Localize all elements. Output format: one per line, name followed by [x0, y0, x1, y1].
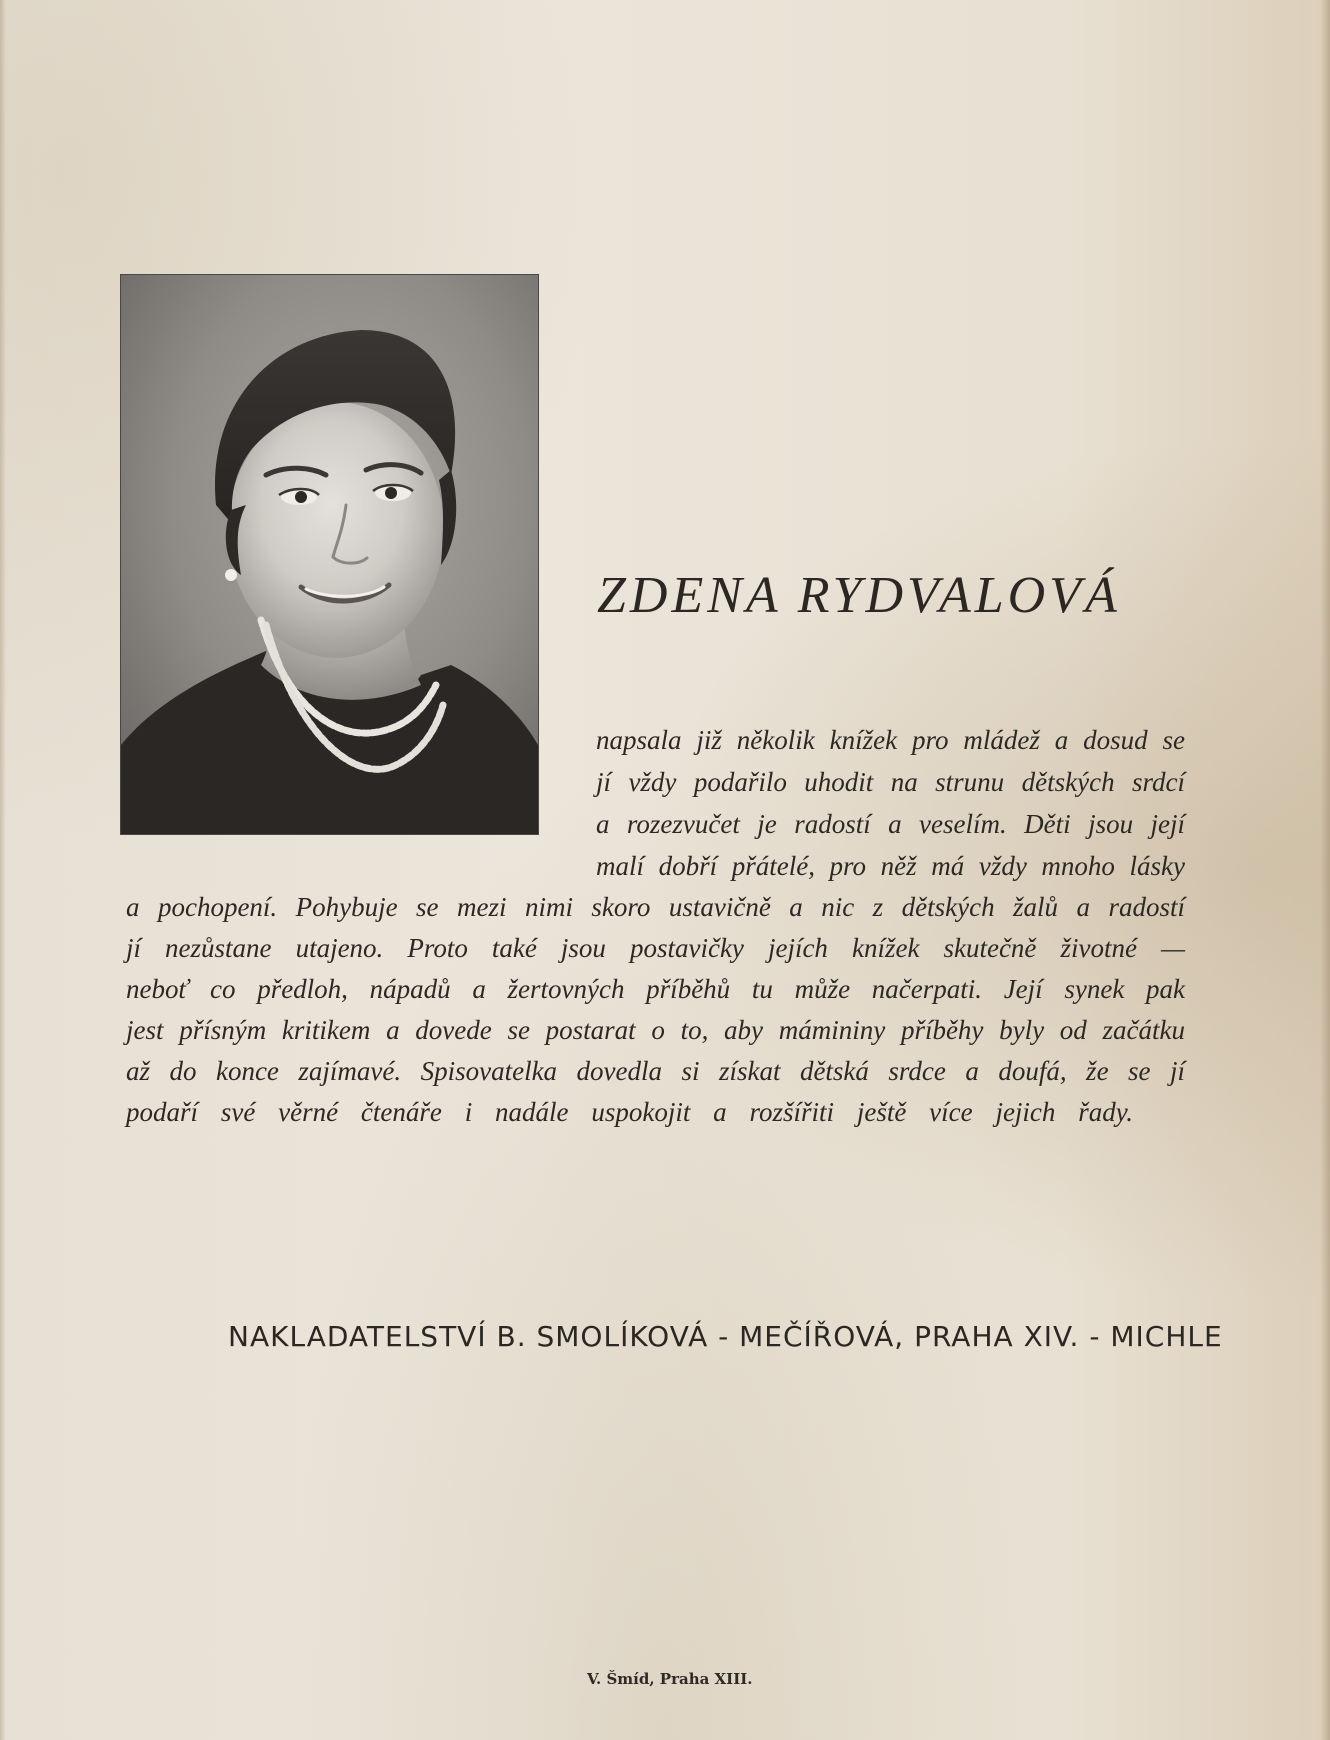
printer-credit: V. Šmíd, Praha XIII.: [587, 1670, 753, 1688]
bio-line-8: jest přísným kritikem a dovede se postarat o to, aby mámininy příběhy byly od začátku: [126, 1015, 1185, 1045]
bio-line-3: a rozezvučet je radostí a veselím. Děti jsou její: [596, 809, 1185, 839]
publisher-imprint: NAKLADATELSTVÍ B. SMOLÍKOVÁ - MEČÍŘOVÁ, PRAHA XIV. - MICHLE: [228, 1320, 1223, 1353]
bio-line-9: až do konce zajímavé. Spisovatelka dovedla si získat dětská srdce a doufá, že se jí: [126, 1056, 1185, 1086]
bio-line-1: napsala již několik knížek pro mládež a dosud se: [596, 725, 1185, 755]
bio-line-2: jí vždy podařilo uhodit na strunu dětských srdcí: [596, 767, 1185, 797]
page-edge-right: [1320, 0, 1330, 1740]
bio-line-10: podaří své věrné čtenáře i nadále uspokojit a rozšířiti ještě více jejich řady.: [126, 1097, 1133, 1127]
author-name: ZDENA RYDVALOVÁ: [597, 567, 1121, 624]
bio-line-6: jí nezůstane utajeno. Proto také jsou postavičky jejích knížek skutečně životné —: [126, 933, 1185, 963]
author-portrait: [121, 275, 538, 834]
page-edge-left: [0, 0, 6, 1740]
bio-line-4: malí dobří přátelé, pro něž má vždy mnoho lásky: [596, 851, 1185, 881]
bio-line-7: neboť co předloh, nápadů a žertovných příběhů tu může načerpati. Její synek pak: [126, 974, 1185, 1004]
bio-line-5: a pochopení. Pohybuje se mezi nimi skoro ustavičně a nic z dětských žalů a radostí: [126, 892, 1185, 922]
